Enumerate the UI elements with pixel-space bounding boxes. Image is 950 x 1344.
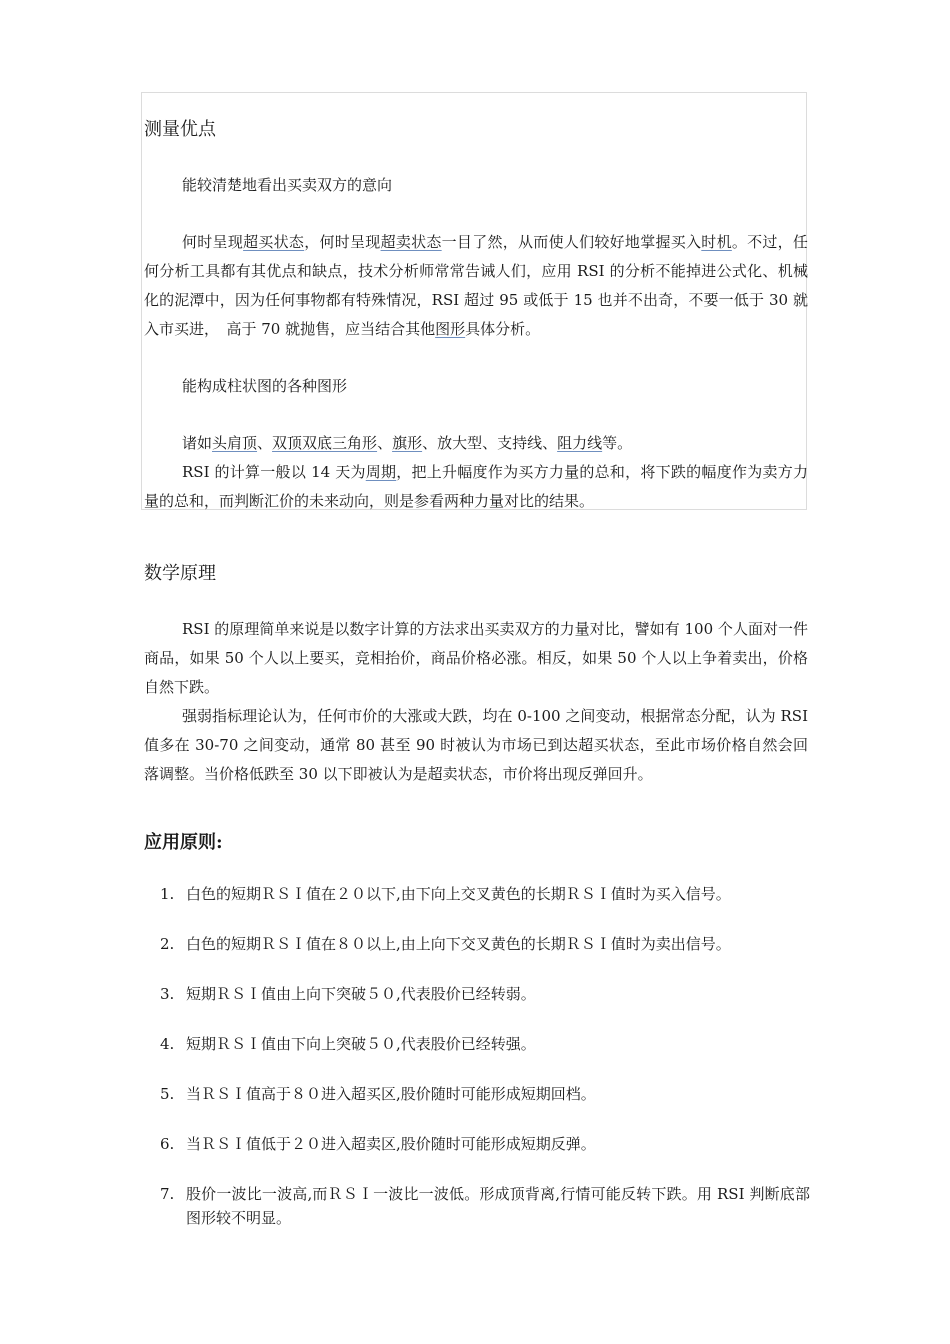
section-title-application: 应用原则: [144,832,223,853]
paragraph-pattern-list: 诸如头肩顶、双顶双底三角形、旗形、放大型、支持线、阻力线等。 [182,434,633,452]
link-overbought[interactable]: 超买状态 [243,233,305,251]
list-item: 7. 股价一波比一波高,而ＲＳＩ一波比一波低。形成顶背离,行情可能反转下跌。用 RSI 判断底部图形较不明显。 [160,1185,810,1227]
paragraph-overbought-oversold: 何时呈现超买状态，何时呈现超卖状态一目了然，从而使人们较好地掌握买入时机。不过，任何分析工具都有其优点和缺点，技术分析师常常告诫人们，应用 RSI 的分析不能掉进公式化、机械化的泥潭中，因为任何事物都有特殊情况，RSI 超过 95 或低于 15 也并不出奇，不要一低于 30 就入市买进， 高于 70 就抛售，应当结合其他图形具体分析。 [144,233,808,338]
paragraph-theory: 强弱指标理论认为，任何市价的大涨或大跌，均在 0-100 之间变动，根据常态分配，认为 RSI 值多在 30-70 之间变动，通常 80 甚至 90 时被认为市场已到达超买状态，至此市场价格自然会回落调整。当价格低跌至 30 以下即被认为是超卖状态，市价将出现反弹回升。 [144,707,808,783]
subheading-patterns: 能构成柱状图的各种图形 [182,377,348,395]
list-item: 3. 短期ＲＳＩ值由上向下突破５０,代表股价已经转弱。 [160,985,536,1003]
section-title-math: 数学原理 [144,563,216,584]
section-title-advantages: 测量优点 [144,119,216,140]
paragraph-calculation: RSI 的计算一般以 14 天为周期，把上升幅度作为买方力量的总和，将下跌的幅度作为卖方力量的总和，而判断汇价的未来动向，则是参看两种力量对比的结果。 [144,463,808,510]
list-item: 4. 短期ＲＳＩ值由下向上突破５０,代表股价已经转强。 [160,1035,536,1053]
link-head-shoulders[interactable]: 头肩顶 [212,434,258,452]
list-item: 6. 当ＲＳＩ值低于２０进入超卖区,股价随时可能形成短期反弹。 [160,1135,596,1153]
link-oversold[interactable]: 超卖状态 [380,233,442,251]
list-item: 1. 白色的短期ＲＳＩ值在２０以下,由下向上交叉黄色的长期ＲＳＩ值时为买入信号。 [160,885,731,903]
link-flag[interactable]: 旗形 [392,434,423,452]
paragraph-principle: RSI 的原理简单来说是以数字计算的方法求出买卖双方的力量对比，譬如有 100 个人面对一件商品，如果 50 个人以上要买，竞相抬价，商品价格必涨。相反，如果 50 个人以上争着卖出，价格自然下跌。 [144,620,808,696]
link-period[interactable]: 周期 [365,463,397,481]
subheading-intent: 能较清楚地看出买卖双方的意向 [182,176,393,194]
link-double-top-bottom[interactable]: 双顶双底三角形 [272,434,378,452]
list-item: 2. 白色的短期ＲＳＩ值在８０以上,由上向下交叉黄色的长期ＲＳＩ值时为卖出信号。 [160,935,731,953]
link-timing[interactable]: 时机 [701,233,732,251]
link-resistance-line[interactable]: 阻力线 [557,434,603,452]
link-chart-pattern[interactable]: 图形 [435,320,466,338]
list-item: 5. 当ＲＳＩ值高于８０进入超买区,股价随时可能形成短期回档。 [160,1085,596,1103]
